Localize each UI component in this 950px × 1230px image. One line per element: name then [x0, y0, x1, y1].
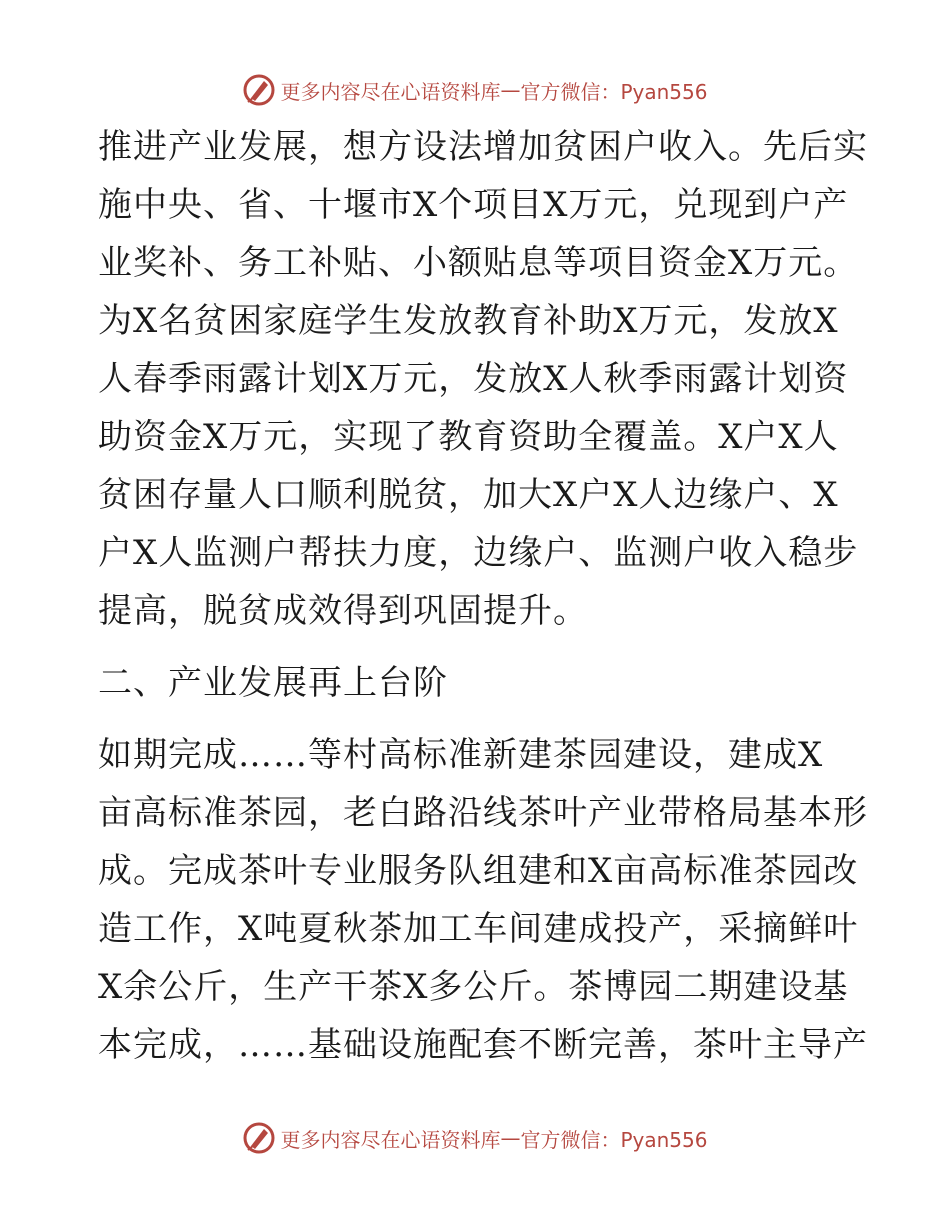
text-line: 人春季雨露计划X万元，发放X人秋季雨露计划资	[98, 359, 849, 399]
pen-nib-logo-icon	[242, 73, 276, 107]
text-line: 提高，脱贫成效得到巩固提升。	[98, 591, 588, 631]
text-line: 本完成，……基础设施配套不断完善，茶叶主导产	[98, 1025, 868, 1065]
text-line: 施中央、省、十堰市X个项目X万元，兑现到户产	[98, 185, 849, 225]
text-line: 业奖补、务工补贴、小额贴息等项目资金X万元。	[98, 243, 859, 283]
section-heading: 二、产业发展再上台阶	[98, 663, 448, 703]
header-separator: —	[500, 78, 521, 102]
text-line: 推进产业发展，想方设法增加贫困户收入。先后实	[98, 127, 868, 167]
header-banner	[0, 70, 950, 110]
footer-banner	[0, 1118, 950, 1158]
paragraph-1	[98, 118, 868, 640]
pen-nib-logo-icon	[242, 1121, 276, 1155]
text-line: 亩高标准茶园，老白路沿线茶叶产业带格局基本形	[98, 793, 868, 833]
paragraph-2	[98, 726, 868, 1074]
text-line: 如期完成……等村高标准新建茶园建设，建成X	[98, 735, 824, 775]
text-line: 造工作，X吨夏秋茶加工车间建成投产，采摘鲜叶	[98, 909, 859, 949]
document-body	[98, 118, 868, 1074]
text-line: X余公斤，生产干茶X多公斤。茶博园二期建设基	[98, 967, 849, 1007]
footer-site-text: 更多内容尽在心语资料库	[280, 1127, 501, 1152]
text-line: 助资金X万元，实现了教育资助全覆盖。X户X人	[98, 417, 839, 457]
footer-wechat-text: 官方微信：Pyan556	[520, 1127, 708, 1152]
text-line: 贫困存量人口顺利脱贫，加大X户X人边缘户、X	[98, 475, 839, 515]
text-line: 成。完成茶叶专业服务队组建和X亩高标准茶园改	[98, 851, 859, 891]
text-line: 为X名贫困家庭学生发放教育补助X万元，发放X	[98, 301, 839, 341]
footer-separator: —	[500, 1126, 521, 1150]
text-line: 户X人监测户帮扶力度，边缘户、监测户收入稳步	[98, 533, 859, 573]
header-site-text: 更多内容尽在心语资料库	[280, 79, 501, 104]
header-wechat-text: 官方微信：Pyan556	[520, 79, 708, 104]
